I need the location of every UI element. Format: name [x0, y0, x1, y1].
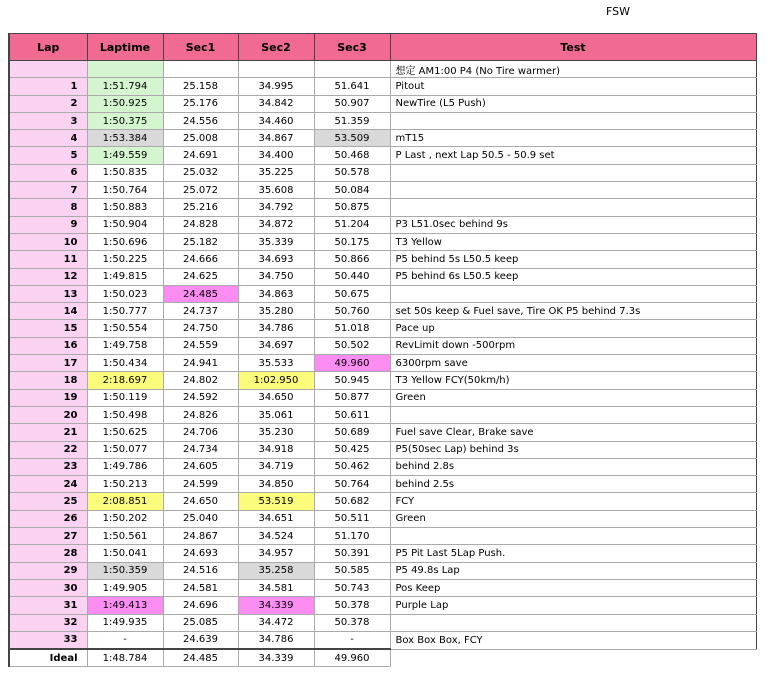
- laptime-cell: 1:50.375: [87, 112, 163, 129]
- header-label: FSW: [606, 5, 630, 18]
- sec3-cell: 50.440: [314, 268, 390, 285]
- sec2-cell: 34.581: [238, 579, 314, 596]
- lap-cell: 16: [9, 337, 87, 354]
- table-row: [9, 493, 756, 510]
- sec3-cell: 50.945: [314, 372, 390, 389]
- lap-cell: 7: [9, 182, 87, 199]
- laptime-cell: 2:18.697: [87, 372, 163, 389]
- table-row: [9, 285, 756, 302]
- laptime-cell: [87, 61, 163, 78]
- sec2-cell: 34.995: [238, 78, 314, 95]
- sec3-cell: 50.511: [314, 510, 390, 527]
- note-cell: T3 Yellow FCY(50km/h): [390, 372, 756, 389]
- sec3-cell: 50.578: [314, 164, 390, 181]
- laptime-cell: 1:50.225: [87, 251, 163, 268]
- sec2-cell: 35.608: [238, 182, 314, 199]
- note-cell: [390, 164, 756, 181]
- lap-cell: 18: [9, 372, 87, 389]
- laptime-cell: 1:51.794: [87, 78, 163, 95]
- sec2-cell: 35.230: [238, 424, 314, 441]
- laptime-cell: 1:49.413: [87, 597, 163, 614]
- sec2-cell: 34.786: [238, 320, 314, 337]
- note-cell: Purple Lap: [390, 597, 756, 614]
- sec1-cell: 25.085: [163, 614, 238, 631]
- note-cell: 6300rpm save: [390, 355, 756, 372]
- sec1-cell: 24.802: [163, 372, 238, 389]
- sec2-cell: 34.719: [238, 458, 314, 475]
- table-row: [9, 389, 756, 406]
- sec1-cell: 24.605: [163, 458, 238, 475]
- sec2-cell: 34.651: [238, 510, 314, 527]
- sec3-cell: 50.682: [314, 493, 390, 510]
- laptime-cell: 1:49.786: [87, 458, 163, 475]
- sec2-cell: 34.850: [238, 476, 314, 493]
- lap-cell: 5: [9, 147, 87, 164]
- table-row: [9, 182, 756, 199]
- sec2-cell: 34.792: [238, 199, 314, 216]
- sec2-cell: 34.460: [238, 112, 314, 129]
- table-row: [9, 441, 756, 458]
- sec3-cell: [314, 61, 390, 78]
- intro-row: [9, 61, 756, 78]
- sec3-cell: -: [314, 631, 390, 649]
- sec3-cell: 50.175: [314, 233, 390, 250]
- sec3-cell: 50.391: [314, 545, 390, 562]
- note-cell: behind 2.5s: [390, 476, 756, 493]
- table-row: [9, 268, 756, 285]
- sec1-cell: [163, 61, 238, 78]
- note-cell: [390, 182, 756, 199]
- note-cell: [390, 112, 756, 129]
- sec1-cell: 24.639: [163, 631, 238, 649]
- sec3-cell: 51.641: [314, 78, 390, 95]
- note-cell: Pos Keep: [390, 579, 756, 596]
- laptime-cell: 1:50.023: [87, 285, 163, 302]
- table-row: [9, 458, 756, 475]
- sec2-cell: 34.400: [238, 147, 314, 164]
- sec3-cell: 51.170: [314, 528, 390, 545]
- table-row: [9, 355, 756, 372]
- table-row: [9, 164, 756, 181]
- table-row: [9, 303, 756, 320]
- note-cell: P5(50sec Lap) behind 3s: [390, 441, 756, 458]
- sec3-cell: 50.875: [314, 199, 390, 216]
- laptime-cell: 1:50.835: [87, 164, 163, 181]
- lap-cell: 21: [9, 424, 87, 441]
- lap-cell: 22: [9, 441, 87, 458]
- sec1-cell: 24.650: [163, 493, 238, 510]
- table-row: [9, 424, 756, 441]
- laptime-cell: 1:50.561: [87, 528, 163, 545]
- lap-cell: 3: [9, 112, 87, 129]
- lap-cell: 29: [9, 562, 87, 579]
- lap-cell: 6: [9, 164, 87, 181]
- lap-cell: 30: [9, 579, 87, 596]
- col-sec2: Sec2: [238, 34, 314, 61]
- lap-cell: 20: [9, 406, 87, 423]
- table-row: [9, 78, 756, 95]
- sec1-cell: 25.176: [163, 95, 238, 112]
- sec3-cell: 50.611: [314, 406, 390, 423]
- lap-cell: [9, 61, 87, 78]
- lap-table: [8, 33, 757, 667]
- lap-cell: 15: [9, 320, 87, 337]
- table-row: [9, 147, 756, 164]
- lap-cell: 32: [9, 614, 87, 631]
- sec1-cell: 24.556: [163, 112, 238, 129]
- laptime-cell: 1:49.758: [87, 337, 163, 354]
- sec1-cell: 25.216: [163, 199, 238, 216]
- sec2-cell: 34.863: [238, 285, 314, 302]
- sec2-cell: 34.750: [238, 268, 314, 285]
- sec3-cell: 50.462: [314, 458, 390, 475]
- lap-cell: 4: [9, 130, 87, 147]
- sec1-cell: 24.559: [163, 337, 238, 354]
- sec1-cell: 25.182: [163, 233, 238, 250]
- sec1-cell: 24.691: [163, 147, 238, 164]
- ideal-sec2: 34.339: [238, 649, 314, 667]
- lap-cell: 8: [9, 199, 87, 216]
- table-row: [9, 406, 756, 423]
- lap-cell: 9: [9, 216, 87, 233]
- laptime-cell: 1:49.559: [87, 147, 163, 164]
- lap-cell: 23: [9, 458, 87, 475]
- laptime-cell: 1:50.359: [87, 562, 163, 579]
- laptime-cell: 1:50.883: [87, 199, 163, 216]
- sec3-cell: 53.509: [314, 130, 390, 147]
- sec3-cell: 50.743: [314, 579, 390, 596]
- sec2-cell: 34.472: [238, 614, 314, 631]
- sec1-cell: 24.828: [163, 216, 238, 233]
- table-row: [9, 95, 756, 112]
- table-row: [9, 320, 756, 337]
- sec3-cell: 50.502: [314, 337, 390, 354]
- lap-cell: 28: [9, 545, 87, 562]
- sec2-cell: 34.650: [238, 389, 314, 406]
- sec1-cell: 25.158: [163, 78, 238, 95]
- note-cell: P5 Pit Last 5Lap Push.: [390, 545, 756, 562]
- sec1-cell: 24.516: [163, 562, 238, 579]
- sec3-cell: 50.760: [314, 303, 390, 320]
- table-body: [9, 61, 756, 667]
- table-header-row: [9, 34, 756, 61]
- sec1-cell: 24.750: [163, 320, 238, 337]
- lap-cell: 27: [9, 528, 87, 545]
- sec3-cell: 50.764: [314, 476, 390, 493]
- table-row: [9, 476, 756, 493]
- note-cell: behind 2.8s: [390, 458, 756, 475]
- col-laptime: Laptime: [87, 34, 163, 61]
- laptime-cell: 1:50.202: [87, 510, 163, 527]
- lap-cell: 10: [9, 233, 87, 250]
- laptime-cell: 1:50.925: [87, 95, 163, 112]
- sec3-cell: 50.675: [314, 285, 390, 302]
- note-cell: [390, 406, 756, 423]
- sec2-cell: 35.533: [238, 355, 314, 372]
- sec2-cell: 34.918: [238, 441, 314, 458]
- note-cell: mT15: [390, 130, 756, 147]
- sec3-cell: 50.084: [314, 182, 390, 199]
- note-cell: 想定 AM1:00 P4 (No Tire warmer): [390, 61, 756, 78]
- note-cell: P5 behind 6s L50.5 keep: [390, 268, 756, 285]
- laptime-cell: 1:53.384: [87, 130, 163, 147]
- col-sec1: Sec1: [163, 34, 238, 61]
- laptime-cell: 1:50.077: [87, 441, 163, 458]
- laptime-cell: 1:49.935: [87, 614, 163, 631]
- sec2-cell: 34.842: [238, 95, 314, 112]
- lap-cell: 26: [9, 510, 87, 527]
- col-lap: Lap: [9, 34, 87, 61]
- sec1-cell: 24.693: [163, 545, 238, 562]
- sec3-cell: 50.907: [314, 95, 390, 112]
- note-cell: Pace up: [390, 320, 756, 337]
- table-row: [9, 112, 756, 129]
- note-cell: set 50s keep & Fuel save, Tire OK P5 behind 7.3s: [390, 303, 756, 320]
- note-cell: [390, 614, 756, 631]
- lap-cell: 2: [9, 95, 87, 112]
- note-cell: P Last , next Lap 50.5 - 50.9 set: [390, 147, 756, 164]
- table-row: [9, 130, 756, 147]
- lap-cell: 1: [9, 78, 87, 95]
- laptime-cell: 1:50.777: [87, 303, 163, 320]
- note-cell: P5 49.8s Lap: [390, 562, 756, 579]
- sec1-cell: 24.706: [163, 424, 238, 441]
- lap-cell: 11: [9, 251, 87, 268]
- note-cell: Fuel save Clear, Brake save: [390, 424, 756, 441]
- sec1-cell: 24.625: [163, 268, 238, 285]
- sec2-cell: 35.339: [238, 233, 314, 250]
- sec2-cell: 34.872: [238, 216, 314, 233]
- note-cell: Green: [390, 389, 756, 406]
- sec1-cell: 24.599: [163, 476, 238, 493]
- laptime-cell: 1:49.815: [87, 268, 163, 285]
- lap-cell: 33: [9, 631, 87, 649]
- note-cell: [390, 528, 756, 545]
- laptime-cell: 1:50.498: [87, 406, 163, 423]
- sec3-cell: 51.359: [314, 112, 390, 129]
- sec2-cell: 34.524: [238, 528, 314, 545]
- table-row: [9, 372, 756, 389]
- sec2-cell: 34.957: [238, 545, 314, 562]
- note-cell: RevLimit down -500rpm: [390, 337, 756, 354]
- sec3-cell: 51.018: [314, 320, 390, 337]
- sec1-cell: 25.032: [163, 164, 238, 181]
- laptime-cell: 1:50.119: [87, 389, 163, 406]
- table-row: [9, 579, 756, 596]
- laptime-cell: 1:50.213: [87, 476, 163, 493]
- note-cell: P3 L51.0sec behind 9s: [390, 216, 756, 233]
- sec1-cell: 24.485: [163, 285, 238, 302]
- table-row: [9, 597, 756, 614]
- sec1-cell: 24.867: [163, 528, 238, 545]
- laptime-cell: 2:08.851: [87, 493, 163, 510]
- laptime-cell: 1:50.764: [87, 182, 163, 199]
- laptime-cell: 1:50.434: [87, 355, 163, 372]
- sec2-cell: 34.786: [238, 631, 314, 649]
- sec1-cell: 25.040: [163, 510, 238, 527]
- ideal-label: Ideal: [9, 649, 87, 667]
- sec2-cell: 34.339: [238, 597, 314, 614]
- sec1-cell: 24.737: [163, 303, 238, 320]
- sec3-cell: 50.468: [314, 147, 390, 164]
- table-row: [9, 528, 756, 545]
- lap-cell: 25: [9, 493, 87, 510]
- ideal-sec3: 49.960: [314, 649, 390, 667]
- table-row: [9, 337, 756, 354]
- note-cell: Pitout: [390, 78, 756, 95]
- lap-cell: 14: [9, 303, 87, 320]
- sec2-cell: 34.697: [238, 337, 314, 354]
- sec2-cell: 35.061: [238, 406, 314, 423]
- table-row: [9, 545, 756, 562]
- lap-cell: 31: [9, 597, 87, 614]
- sec2-cell: 34.693: [238, 251, 314, 268]
- laptime-cell: 1:49.905: [87, 579, 163, 596]
- sec1-cell: 25.008: [163, 130, 238, 147]
- sec2-cell: 35.225: [238, 164, 314, 181]
- lap-cell: 24: [9, 476, 87, 493]
- note-cell: P5 behind 5s L50.5 keep: [390, 251, 756, 268]
- sec2-cell: 1:02.950: [238, 372, 314, 389]
- table-row: [9, 251, 756, 268]
- table-row: [9, 233, 756, 250]
- note-cell: Green: [390, 510, 756, 527]
- laptime-cell: 1:50.625: [87, 424, 163, 441]
- note-cell: Box Box Box, FCY: [390, 631, 756, 649]
- note-cell: NewTire (L5 Push): [390, 95, 756, 112]
- lap-cell: 17: [9, 355, 87, 372]
- laptime-cell: 1:50.904: [87, 216, 163, 233]
- sec3-cell: 50.378: [314, 597, 390, 614]
- table-row: [9, 199, 756, 216]
- table-row: [9, 216, 756, 233]
- note-cell: [390, 285, 756, 302]
- note-cell: FCY: [390, 493, 756, 510]
- sec1-cell: 24.826: [163, 406, 238, 423]
- sec1-cell: 24.734: [163, 441, 238, 458]
- sec3-cell: 50.378: [314, 614, 390, 631]
- sec1-cell: 24.941: [163, 355, 238, 372]
- table-row: [9, 631, 756, 649]
- sec1-cell: 24.666: [163, 251, 238, 268]
- sec2-cell: 53.519: [238, 493, 314, 510]
- laptime-cell: 1:50.041: [87, 545, 163, 562]
- col-sec3: Sec3: [314, 34, 390, 61]
- sec2-cell: 34.867: [238, 130, 314, 147]
- table-row: [9, 510, 756, 527]
- sec3-cell: 50.877: [314, 389, 390, 406]
- ideal-sec1: 24.485: [163, 649, 238, 667]
- sec3-cell: 49.960: [314, 355, 390, 372]
- sec2-cell: [238, 61, 314, 78]
- ideal-laptime: 1:48.784: [87, 649, 163, 667]
- lap-cell: 19: [9, 389, 87, 406]
- sec2-cell: 35.280: [238, 303, 314, 320]
- sec3-cell: 50.689: [314, 424, 390, 441]
- sec3-cell: 50.425: [314, 441, 390, 458]
- sec3-cell: 51.204: [314, 216, 390, 233]
- lap-cell: 12: [9, 268, 87, 285]
- table-row: [9, 614, 756, 631]
- table-row: [9, 562, 756, 579]
- laptime-cell: -: [87, 631, 163, 649]
- sec1-cell: 24.592: [163, 389, 238, 406]
- sec1-cell: 24.696: [163, 597, 238, 614]
- sec3-cell: 50.866: [314, 251, 390, 268]
- laptime-cell: 1:50.554: [87, 320, 163, 337]
- sec3-cell: 50.585: [314, 562, 390, 579]
- note-cell: [390, 199, 756, 216]
- sec2-cell: 35.258: [238, 562, 314, 579]
- sec1-cell: 25.072: [163, 182, 238, 199]
- lap-cell: 13: [9, 285, 87, 302]
- ideal-row: [9, 649, 756, 667]
- col-test: Test: [390, 34, 756, 61]
- laptime-cell: 1:50.696: [87, 233, 163, 250]
- sec1-cell: 24.581: [163, 579, 238, 596]
- note-cell: T3 Yellow: [390, 233, 756, 250]
